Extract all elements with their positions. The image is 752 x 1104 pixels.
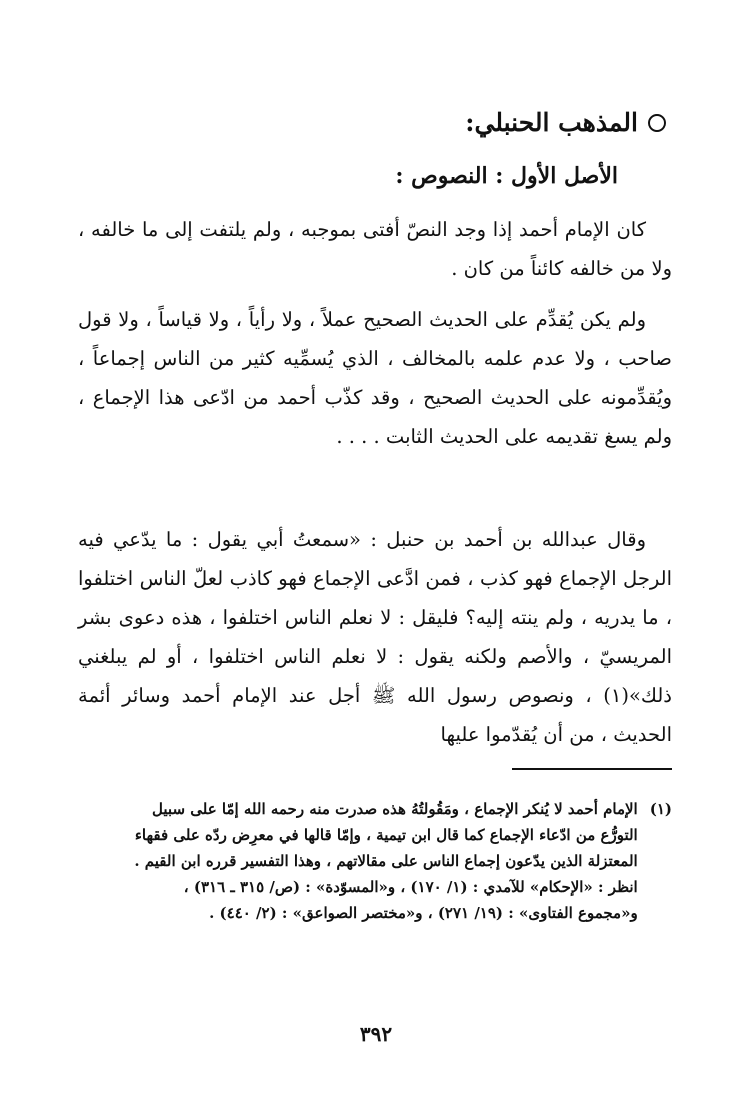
paragraph-3: وقال عبدالله بن أحمد بن حنبل : «سمعتُ أبي يقول : ما يدّعي فيه الرجل الإجماع فهو كذب ، فمن ادَّعى الإجماع فهو كاذب لعلّ الناس اختلفوا ، ما يدريه ، ولم ينته إليه؟ فليقل : لا نعلم الناس اختلفوا ، هذه دعوى بشر المريسيّ ، والأصم ولكنه يقول : لا نعلم الناس اختلفوا ، أو لم يبلغني ذلك»(١) ، ونصوص رسول الله ﷺ أجل عند الإمام أحمد وسائر أئمة الحديث ، من أن يُقدّموا عليها xyxy=(78,528,672,746)
paragraph-1: كان الإمام أحمد إذا وجد النصّ أفتى بموجبه ، ولم يلتفت إلى ما خالفه ، ولا من خالفه كائناً من كان . xyxy=(78,218,672,280)
footnote-line-2: التورُّع من ادّعاء الإجماع كما قال ابن تيمية ، وإمّا قالها في معرِض ردّه على فقهاء xyxy=(134,826,638,844)
footnote-line-1: الإمام أحمد لا يُنكر الإجماع ، ومَقُولتُهُ هذه صدرت منه رحمه الله إمّا على سبيل xyxy=(152,800,638,818)
section-heading xyxy=(465,108,666,137)
footnote-body xyxy=(76,796,638,926)
footnote-line-4: انظر : «الإحكام» للآمدي : (١/ ١٧٠) ، و«المسوّدة» : (ص/ ٣١٥ ـ ٣١٦) ، xyxy=(183,878,638,896)
section-heading-text: المذهب الحنبلي: xyxy=(465,108,638,137)
footnote-marker: (١) xyxy=(649,800,672,818)
footnote xyxy=(76,796,672,926)
circle-bullet-icon xyxy=(648,114,666,132)
paragraph-2: ولم يكن يُقدِّم على الحديث الصحيح عملاً ، ولا رأياً ، ولا قياساً ، ولا قول صاحب ، ولا عدم علمه بالمخالف ، الذي يُسمِّيه كثير من الناس إجماعاً ، ويُقدِّمونه على الحديث الصحيح ، وقد كذّب أحمد من ادّعى هذا الإجماع ، ولم يسغ تقديمه على الحديث الثابت . . . . xyxy=(78,308,672,448)
footnote-line-5: و«مجموع الفتاوى» : (١٩/ ٢٧١) ، و«مختصر الصواعق» : (٢/ ٤٤٠) . xyxy=(209,904,638,922)
page-number: ٣٩٢ xyxy=(359,1022,393,1046)
footnote-line-3: المعتزلة الذين يدّعون إجماع الناس على مقالاتهم ، وهذا التفسير قرره ابن القيم . xyxy=(134,852,638,870)
subheading: الأصل الأول : النصوص : xyxy=(395,163,618,189)
footnote-divider xyxy=(512,768,672,770)
